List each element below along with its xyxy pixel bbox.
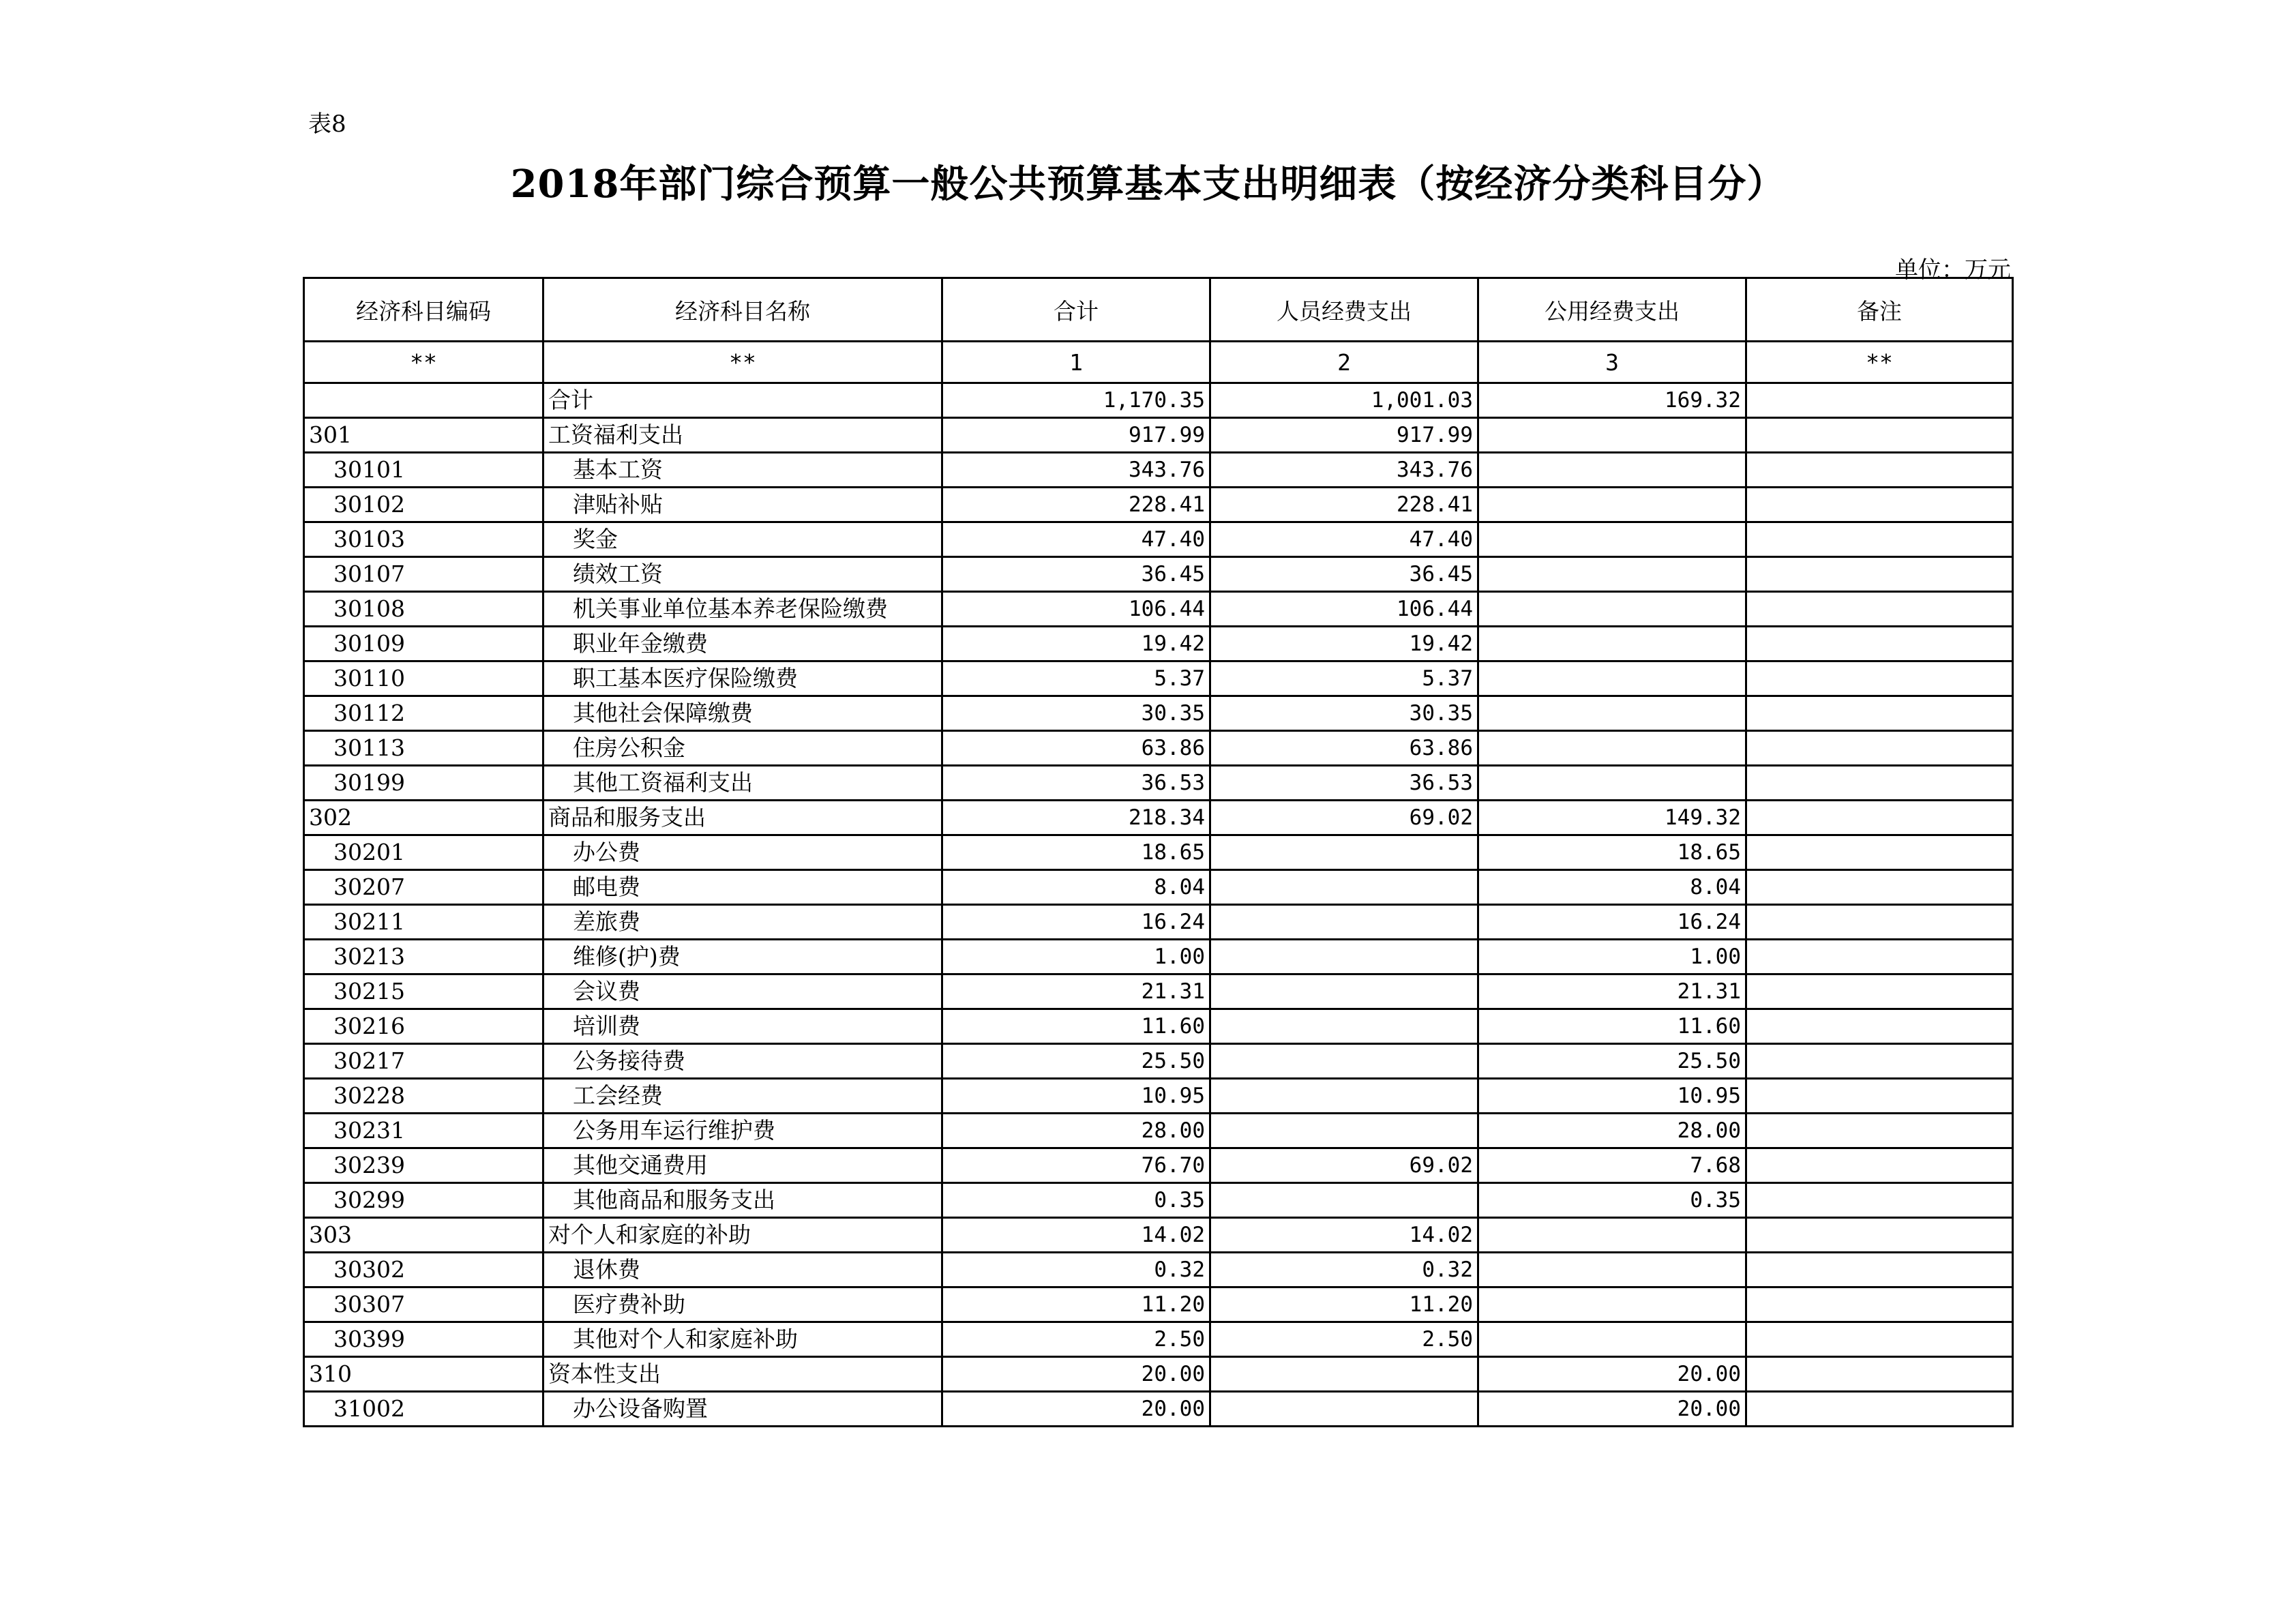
cell-name: 公务接待费 (543, 1044, 942, 1079)
cell-total: 14.02 (942, 1218, 1210, 1253)
cell-name: 机关事业单位基本养老保险缴费 (543, 592, 942, 627)
cell-total: 0.35 (942, 1183, 1210, 1218)
cell-name: 维修(护)费 (543, 940, 942, 974)
cell-code: 30213 (304, 940, 543, 974)
cell-name: 办公设备购置 (543, 1392, 942, 1427)
table-row (304, 1114, 2013, 1148)
table-row (304, 766, 2013, 801)
cell-total: 8.04 (942, 870, 1210, 905)
cell-name: 绩效工资 (543, 557, 942, 592)
cell-public (1478, 661, 1746, 696)
cell-personnel: 1,001.03 (1210, 383, 1478, 418)
cell-name: 住房公积金 (543, 731, 942, 766)
cell-personnel: 36.45 (1210, 557, 1478, 592)
cell-personnel (1210, 905, 1478, 940)
cell-code: 30199 (304, 766, 543, 801)
index-note: ** (1746, 342, 2013, 383)
cell-total: 1.00 (942, 940, 1210, 974)
cell-name: 培训费 (543, 1009, 942, 1044)
cell-total: 343.76 (942, 453, 1210, 488)
cell-personnel: 11.20 (1210, 1287, 1478, 1322)
cell-total: 47.40 (942, 522, 1210, 557)
table-row (304, 870, 2013, 905)
header-note: 备注 (1746, 278, 2013, 342)
table-row (304, 1322, 2013, 1357)
cell-total: 917.99 (942, 418, 1210, 453)
cell-total: 21.31 (942, 974, 1210, 1009)
index-personnel: 2 (1210, 342, 1478, 383)
table-row (304, 1079, 2013, 1114)
cell-code: 30215 (304, 974, 543, 1009)
table-row (304, 522, 2013, 557)
cell-note (1746, 592, 2013, 627)
header-personnel: 人员经费支出 (1210, 278, 1478, 342)
cell-personnel: 917.99 (1210, 418, 1478, 453)
cell-name: 差旅费 (543, 905, 942, 940)
page-title: 2018年部门综合预算一般公共预算基本支出明细表（按经济分类科目分） (510, 162, 1786, 207)
cell-code: 30207 (304, 870, 543, 905)
cell-total: 10.95 (942, 1079, 1210, 1114)
cell-public: 0.35 (1478, 1183, 1746, 1218)
cell-personnel: 0.32 (1210, 1253, 1478, 1287)
table-row (304, 835, 2013, 870)
table-row (304, 627, 2013, 661)
cell-note (1746, 974, 2013, 1009)
cell-name: 会议费 (543, 974, 942, 1009)
cell-public (1478, 418, 1746, 453)
cell-note (1746, 696, 2013, 731)
cell-public (1478, 1322, 1746, 1357)
cell-code: 302 (304, 801, 543, 835)
cell-note (1746, 1357, 2013, 1392)
cell-name: 商品和服务支出 (543, 801, 942, 835)
table-row (304, 1183, 2013, 1218)
cell-note (1746, 661, 2013, 696)
cell-name: 其他工资福利支出 (543, 766, 942, 801)
cell-public (1478, 557, 1746, 592)
cell-note (1746, 488, 2013, 522)
cell-note (1746, 1218, 2013, 1253)
index-public: 3 (1478, 342, 1746, 383)
cell-name: 职工基本医疗保险缴费 (543, 661, 942, 696)
index-total: 1 (942, 342, 1210, 383)
cell-name: 对个人和家庭的补助 (543, 1218, 942, 1253)
cell-code: 30239 (304, 1148, 543, 1183)
cell-code: 30217 (304, 1044, 543, 1079)
table-row (304, 1218, 2013, 1253)
cell-note (1746, 522, 2013, 557)
table-row (304, 1148, 2013, 1183)
cell-code: 30110 (304, 661, 543, 696)
cell-name: 津贴补贴 (543, 488, 942, 522)
cell-note (1746, 870, 2013, 905)
cell-personnel (1210, 870, 1478, 905)
cell-total: 16.24 (942, 905, 1210, 940)
cell-total: 36.45 (942, 557, 1210, 592)
cell-code: 30112 (304, 696, 543, 731)
cell-personnel (1210, 1392, 1478, 1427)
table-row (304, 383, 2013, 418)
cell-personnel: 19.42 (1210, 627, 1478, 661)
cell-name: 工资福利支出 (543, 418, 942, 453)
cell-name: 其他社会保障缴费 (543, 696, 942, 731)
cell-public (1478, 1218, 1746, 1253)
table-row (304, 940, 2013, 974)
cell-public (1478, 627, 1746, 661)
table-row (304, 1287, 2013, 1322)
cell-total: 228.41 (942, 488, 1210, 522)
cell-total: 76.70 (942, 1148, 1210, 1183)
cell-total: 19.42 (942, 627, 1210, 661)
cell-total: 0.32 (942, 1253, 1210, 1287)
cell-total: 106.44 (942, 592, 1210, 627)
cell-note (1746, 627, 2013, 661)
cell-note (1746, 766, 2013, 801)
cell-name: 公务用车运行维护费 (543, 1114, 942, 1148)
table-row (304, 1392, 2013, 1427)
unit-label: 单位：万元 (1895, 256, 2011, 284)
table-row (304, 1009, 2013, 1044)
cell-total: 20.00 (942, 1357, 1210, 1392)
cell-public: 18.65 (1478, 835, 1746, 870)
cell-name: 医疗费补助 (543, 1287, 942, 1322)
cell-code: 30101 (304, 453, 543, 488)
table-row (304, 488, 2013, 522)
cell-note (1746, 1148, 2013, 1183)
cell-name: 其他交通费用 (543, 1148, 942, 1183)
cell-personnel (1210, 1183, 1478, 1218)
table-row (304, 696, 2013, 731)
cell-note (1746, 1009, 2013, 1044)
cell-name: 邮电费 (543, 870, 942, 905)
cell-personnel (1210, 835, 1478, 870)
table-body (304, 383, 2013, 1427)
cell-personnel (1210, 1044, 1478, 1079)
cell-name: 工会经费 (543, 1079, 942, 1114)
cell-personnel (1210, 940, 1478, 974)
cell-personnel (1210, 1114, 1478, 1148)
cell-personnel: 36.53 (1210, 766, 1478, 801)
cell-public: 169.32 (1478, 383, 1746, 418)
table-row (304, 905, 2013, 940)
cell-total: 2.50 (942, 1322, 1210, 1357)
cell-code: 30231 (304, 1114, 543, 1148)
table-row (304, 801, 2013, 835)
cell-personnel (1210, 974, 1478, 1009)
cell-note (1746, 731, 2013, 766)
cell-name: 其他对个人和家庭补助 (543, 1322, 942, 1357)
index-row (304, 342, 2013, 383)
cell-code: 30201 (304, 835, 543, 870)
cell-personnel: 69.02 (1210, 801, 1478, 835)
cell-public: 10.95 (1478, 1079, 1746, 1114)
cell-code: 31002 (304, 1392, 543, 1427)
table-row (304, 557, 2013, 592)
cell-total: 11.60 (942, 1009, 1210, 1044)
cell-code: 30307 (304, 1287, 543, 1322)
cell-note (1746, 940, 2013, 974)
cell-public: 25.50 (1478, 1044, 1746, 1079)
table-row (304, 1253, 2013, 1287)
table-row (304, 1357, 2013, 1392)
cell-code: 30113 (304, 731, 543, 766)
cell-personnel: 228.41 (1210, 488, 1478, 522)
cell-total: 30.35 (942, 696, 1210, 731)
cell-personnel: 343.76 (1210, 453, 1478, 488)
cell-note (1746, 1114, 2013, 1148)
cell-total: 1,170.35 (942, 383, 1210, 418)
cell-name: 其他商品和服务支出 (543, 1183, 942, 1218)
cell-personnel: 63.86 (1210, 731, 1478, 766)
cell-code: 30228 (304, 1079, 543, 1114)
table-row (304, 592, 2013, 627)
cell-note (1746, 383, 2013, 418)
index-name: ** (543, 342, 942, 383)
header-code: 经济科目编码 (304, 278, 543, 342)
cell-personnel: 47.40 (1210, 522, 1478, 557)
cell-note (1746, 453, 2013, 488)
cell-code (304, 383, 543, 418)
cell-code: 310 (304, 1357, 543, 1392)
table-row (304, 974, 2013, 1009)
cell-personnel: 106.44 (1210, 592, 1478, 627)
cell-public: 20.00 (1478, 1357, 1746, 1392)
cell-name: 退休费 (543, 1253, 942, 1287)
table-row (304, 418, 2013, 453)
cell-public (1478, 488, 1746, 522)
cell-note (1746, 1322, 2013, 1357)
cell-note (1746, 835, 2013, 870)
cell-code: 30108 (304, 592, 543, 627)
cell-public (1478, 522, 1746, 557)
cell-note (1746, 1044, 2013, 1079)
cell-personnel (1210, 1079, 1478, 1114)
cell-total: 20.00 (942, 1392, 1210, 1427)
cell-total: 36.53 (942, 766, 1210, 801)
table-row (304, 661, 2013, 696)
cell-personnel: 5.37 (1210, 661, 1478, 696)
cell-total: 18.65 (942, 835, 1210, 870)
cell-public: 28.00 (1478, 1114, 1746, 1148)
cell-code: 30299 (304, 1183, 543, 1218)
cell-code: 30399 (304, 1322, 543, 1357)
header-row (304, 278, 2013, 342)
header-public: 公用经费支出 (1478, 278, 1746, 342)
table-row (304, 453, 2013, 488)
cell-note (1746, 1183, 2013, 1218)
cell-total: 5.37 (942, 661, 1210, 696)
cell-public (1478, 731, 1746, 766)
cell-code: 30211 (304, 905, 543, 940)
cell-note (1746, 905, 2013, 940)
cell-public (1478, 453, 1746, 488)
cell-note (1746, 1079, 2013, 1114)
cell-total: 25.50 (942, 1044, 1210, 1079)
cell-name: 职业年金缴费 (543, 627, 942, 661)
cell-name: 合计 (543, 383, 942, 418)
budget-table (303, 277, 2014, 1427)
cell-personnel (1210, 1357, 1478, 1392)
cell-code: 30216 (304, 1009, 543, 1044)
cell-name: 基本工资 (543, 453, 942, 488)
cell-note (1746, 557, 2013, 592)
cell-total: 11.20 (942, 1287, 1210, 1322)
cell-name: 奖金 (543, 522, 942, 557)
header-total: 合计 (942, 278, 1210, 342)
cell-note (1746, 801, 2013, 835)
header-name: 经济科目名称 (543, 278, 942, 342)
table-row (304, 1044, 2013, 1079)
cell-public (1478, 1287, 1746, 1322)
cell-public: 8.04 (1478, 870, 1746, 905)
cell-personnel: 14.02 (1210, 1218, 1478, 1253)
cell-personnel: 2.50 (1210, 1322, 1478, 1357)
cell-public: 20.00 (1478, 1392, 1746, 1427)
cell-name: 资本性支出 (543, 1357, 942, 1392)
cell-public: 11.60 (1478, 1009, 1746, 1044)
cell-code: 30109 (304, 627, 543, 661)
cell-note (1746, 1287, 2013, 1322)
cell-public (1478, 696, 1746, 731)
cell-code: 30103 (304, 522, 543, 557)
cell-note (1746, 1392, 2013, 1427)
cell-total: 218.34 (942, 801, 1210, 835)
table-id: 表8 (308, 110, 346, 138)
cell-code: 301 (304, 418, 543, 453)
cell-name: 办公费 (543, 835, 942, 870)
cell-public: 149.32 (1478, 801, 1746, 835)
cell-code: 303 (304, 1218, 543, 1253)
cell-public (1478, 592, 1746, 627)
cell-public: 7.68 (1478, 1148, 1746, 1183)
cell-personnel (1210, 1009, 1478, 1044)
cell-code: 30302 (304, 1253, 543, 1287)
cell-code: 30107 (304, 557, 543, 592)
table-row (304, 731, 2013, 766)
index-code: ** (304, 342, 543, 383)
cell-public (1478, 766, 1746, 801)
cell-personnel: 69.02 (1210, 1148, 1478, 1183)
cell-public: 1.00 (1478, 940, 1746, 974)
cell-total: 63.86 (942, 731, 1210, 766)
cell-public (1478, 1253, 1746, 1287)
cell-public: 16.24 (1478, 905, 1746, 940)
cell-note (1746, 1253, 2013, 1287)
cell-code: 30102 (304, 488, 543, 522)
cell-note (1746, 418, 2013, 453)
cell-personnel: 30.35 (1210, 696, 1478, 731)
cell-public: 21.31 (1478, 974, 1746, 1009)
cell-total: 28.00 (942, 1114, 1210, 1148)
